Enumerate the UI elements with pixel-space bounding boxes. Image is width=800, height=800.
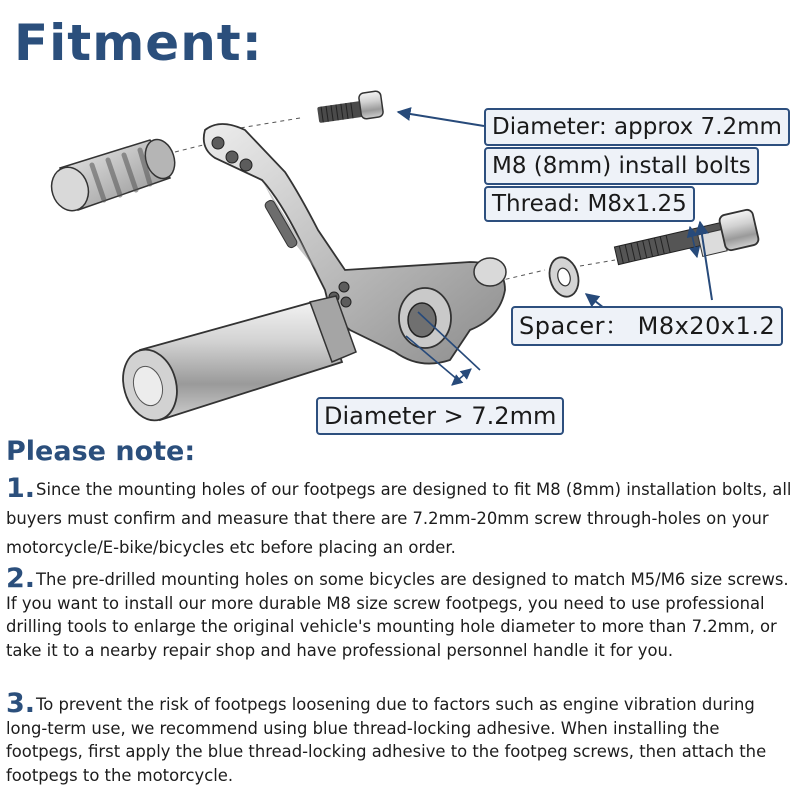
top-bolt — [317, 91, 384, 123]
callout-hole-diameter: Diameter > 7.2mm — [316, 397, 564, 435]
spacer-washer — [545, 254, 582, 300]
small-footpeg — [46, 136, 179, 216]
callout-spacer: Spacer： M8x20x1.2 — [511, 306, 783, 346]
note-item-3 — [6, 688, 798, 787]
note-item-1 — [6, 474, 798, 562]
callout-install-bolts: M8 (8mm) install bolts — [484, 147, 759, 185]
note-number: 1. — [6, 473, 36, 504]
note-text: The pre-drilled mounting holes on some bicycles are designed to match M5/M6 size screws. If you want to install our more durable M8 size screw footpegs, you need to use professional drilling tools to enlarge the original vehicle's mounting hole diameter to more than 7.2mm, or take it to a nearby repair shop and have professional personnel handle it for you. — [6, 570, 789, 660]
note-text: Since the mounting holes of our footpegs are designed to fit M8 (8mm) installation bolts, all buyers must confirm and measure that there are 7.2mm-20mm screw through-holes on your motorcycle/E-bike/bicycles etc before placing an order. — [6, 480, 792, 557]
note-text: To prevent the risk of footpegs loosening due to factors such as engine vibration during long-term use, we recommend using blue thread-locking adhesive. When installing the footpegs, first apply the blue thread-locking adhesive to the footpeg screws, then attach the footpegs to the motorcycle. — [6, 695, 767, 785]
note-item-2 — [6, 563, 798, 662]
notes-heading: Please note: — [6, 436, 196, 467]
note-number: 2. — [6, 563, 36, 594]
page-title: Fitment: — [14, 14, 263, 72]
callout-thread: Thread: M8x1.25 — [484, 186, 695, 222]
note-number: 3. — [6, 688, 36, 719]
callout-bolt-diameter: Diameter: approx 7.2mm — [484, 108, 790, 146]
